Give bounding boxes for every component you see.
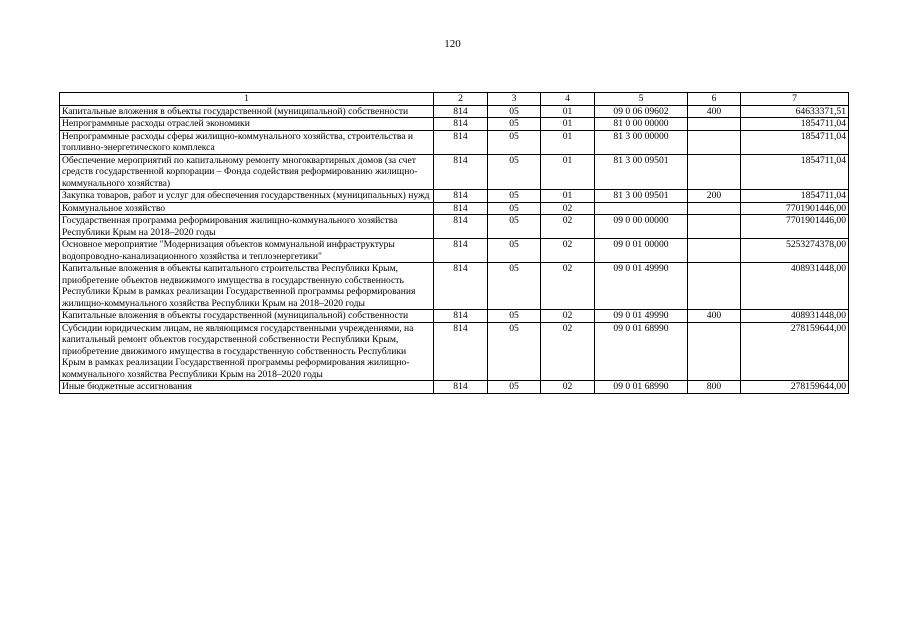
row-amount: 408931448,00 <box>741 310 849 323</box>
row-expense-type <box>688 215 741 239</box>
row-subsection: 01 <box>541 105 595 118</box>
row-amount: 1854711,04 <box>741 190 849 203</box>
table-row <box>60 118 849 131</box>
row-expense-type <box>688 118 741 131</box>
row-grbs: 814 <box>434 202 488 215</box>
row-grbs: 814 <box>434 322 488 381</box>
row-name: Субсидии юридическим лицам, не являющимся государственными учреждениями, на капитальный ремонт объектов государственной собственности Республики Крым, приобретение движимого имущества в государственную собственность Республики Крым в рамках реализации Государственной программы реформирования жилищно-коммунального хозяйства Республики Крым на 2018–2020 годы <box>60 322 434 381</box>
row-target-article: 09 0 01 68990 <box>595 381 688 394</box>
row-name: Капитальные вложения в объекты государственной (муниципальной) собственности <box>60 310 434 323</box>
table-row <box>60 190 849 203</box>
row-target-article: 09 0 01 49990 <box>595 310 688 323</box>
row-subsection: 02 <box>541 239 595 263</box>
header-cell: 2 <box>434 93 488 106</box>
budget-table <box>59 92 849 394</box>
row-section: 05 <box>488 202 541 215</box>
row-section: 05 <box>488 118 541 131</box>
row-name: Государственная программа реформирования жилищно-коммунального хозяйства Республики Крым на 2018–2020 годы <box>60 215 434 239</box>
row-section: 05 <box>488 322 541 381</box>
row-expense-type: 800 <box>688 381 741 394</box>
row-expense-type <box>688 239 741 263</box>
row-target-article: 09 0 01 00000 <box>595 239 688 263</box>
row-grbs: 814 <box>434 239 488 263</box>
row-target-article: 09 0 00 00000 <box>595 215 688 239</box>
row-subsection: 02 <box>541 215 595 239</box>
row-expense-type <box>688 263 741 310</box>
row-grbs: 814 <box>434 215 488 239</box>
row-amount: 1854711,04 <box>741 118 849 131</box>
header-cell: 7 <box>741 93 849 106</box>
row-amount: 7701901446,00 <box>741 202 849 215</box>
header-cell: 3 <box>488 93 541 106</box>
row-name: Обеспечение мероприятий по капитальному ремонту многоквартирных домов (за счет средств государственной корпорации – Фонда содействия реформированию жилищно-коммунального хозяйства) <box>60 154 434 190</box>
row-subsection: 02 <box>541 310 595 323</box>
row-grbs: 814 <box>434 105 488 118</box>
row-section: 05 <box>488 310 541 323</box>
row-target-article: 09 0 01 68990 <box>595 322 688 381</box>
row-amount: 278159644,00 <box>741 381 849 394</box>
page-number: 120 <box>444 38 461 50</box>
row-grbs: 814 <box>434 118 488 131</box>
header-cell: 5 <box>595 93 688 106</box>
row-amount: 278159644,00 <box>741 322 849 381</box>
row-name: Непрограммные расходы отраслей экономики <box>60 118 434 131</box>
table-row <box>60 215 849 239</box>
row-section: 05 <box>488 190 541 203</box>
row-subsection: 01 <box>541 118 595 131</box>
row-name: Непрограммные расходы сферы жилищно-коммунального хозяйства, строительства и топливно-энергетического комплекса <box>60 130 434 154</box>
row-grbs: 814 <box>434 263 488 310</box>
row-expense-type <box>688 154 741 190</box>
row-section: 05 <box>488 263 541 310</box>
row-expense-type: 400 <box>688 105 741 118</box>
row-subsection: 01 <box>541 154 595 190</box>
row-section: 05 <box>488 381 541 394</box>
row-expense-type: 400 <box>688 310 741 323</box>
row-amount: 64633371,51 <box>741 105 849 118</box>
table-row <box>60 202 849 215</box>
table-row <box>60 130 849 154</box>
row-subsection: 02 <box>541 322 595 381</box>
row-target-article: 81 3 00 09501 <box>595 190 688 203</box>
header-cell: 4 <box>541 93 595 106</box>
row-subsection: 02 <box>541 263 595 310</box>
row-section: 05 <box>488 130 541 154</box>
row-name: Основное мероприятие "Модернизация объектов коммунальной инфраструктуры водопроводно-канализационного хозяйства и теплоэнергетики" <box>60 239 434 263</box>
row-amount: 5253274378,00 <box>741 239 849 263</box>
row-subsection: 02 <box>541 202 595 215</box>
row-target-article: 81 3 00 00000 <box>595 130 688 154</box>
header-cell: 1 <box>60 93 434 106</box>
row-section: 05 <box>488 105 541 118</box>
row-amount: 7701901446,00 <box>741 215 849 239</box>
row-section: 05 <box>488 215 541 239</box>
row-name: Капитальные вложения в объекты государственной (муниципальной) собственности <box>60 105 434 118</box>
row-amount: 1854711,04 <box>741 154 849 190</box>
row-grbs: 814 <box>434 310 488 323</box>
row-grbs: 814 <box>434 154 488 190</box>
row-expense-type: 200 <box>688 190 741 203</box>
header-cell: 6 <box>688 93 741 106</box>
table-row <box>60 263 849 310</box>
row-subsection: 01 <box>541 130 595 154</box>
row-grbs: 814 <box>434 381 488 394</box>
row-subsection: 01 <box>541 190 595 203</box>
row-target-article <box>595 202 688 215</box>
row-section: 05 <box>488 154 541 190</box>
row-target-article: 81 0 00 00000 <box>595 118 688 131</box>
row-name: Закупка товаров, работ и услуг для обеспечения государственных (муниципальных) нужд <box>60 190 434 203</box>
row-amount: 1854711,04 <box>741 130 849 154</box>
row-expense-type <box>688 202 741 215</box>
row-target-article: 09 0 01 49990 <box>595 263 688 310</box>
row-grbs: 814 <box>434 190 488 203</box>
row-expense-type <box>688 130 741 154</box>
row-subsection: 02 <box>541 381 595 394</box>
table-row <box>60 105 849 118</box>
table-row <box>60 239 849 263</box>
table-row <box>60 154 849 190</box>
row-target-article: 09 0 06 09602 <box>595 105 688 118</box>
row-name: Капитальные вложения в объекты капитального строительства Республики Крым, приобретение объектов недвижимого имущества в государственную собственность Республики Крым в рамках реализации Государственной программы реформирования жилищно-коммунального хозяйства Республики Крым на 2018–2020 годы <box>60 263 434 310</box>
table-row <box>60 381 849 394</box>
header-row <box>60 93 849 106</box>
row-expense-type <box>688 322 741 381</box>
row-name: Иные бюджетные ассигнования <box>60 381 434 394</box>
row-target-article: 81 3 00 09501 <box>595 154 688 190</box>
table-row <box>60 310 849 323</box>
table-row <box>60 322 849 381</box>
row-grbs: 814 <box>434 130 488 154</box>
row-section: 05 <box>488 239 541 263</box>
row-name: Коммунальное хозяйство <box>60 202 434 215</box>
row-amount: 408931448,00 <box>741 263 849 310</box>
